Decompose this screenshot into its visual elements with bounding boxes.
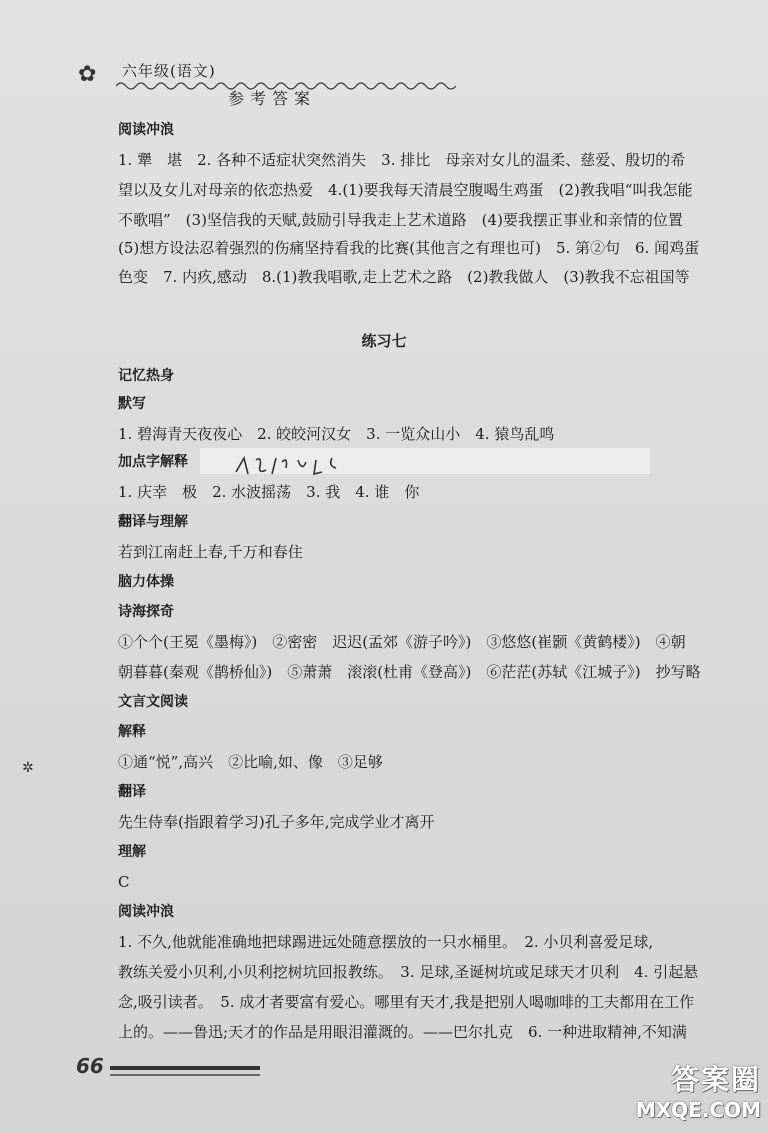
sub-heading: 理解 xyxy=(118,844,146,860)
flower-ornament-icon: ✿ xyxy=(78,62,97,87)
answer-line: 1. 犟 堪 2. 各种不适症状突然消失 3. 排比 母亲对女儿的温柔、慈爱、殷切的希 xyxy=(118,151,686,169)
sub-heading: 文言文阅读 xyxy=(118,694,188,710)
answer-line: C xyxy=(118,873,130,891)
bug-mark-icon: ✲ xyxy=(22,760,34,776)
answer-line: 教练关爱小贝利,小贝利挖树坑回报教练。 3. 足球,圣诞树坑或足球天才贝利 4. 引起悬 xyxy=(118,963,699,981)
answer-line: 先生侍奉(指跟着学习)孔子多年,完成学业才离开 xyxy=(118,813,435,831)
footer-rule xyxy=(110,1066,260,1070)
answers-subtitle: 参考答案 xyxy=(228,89,317,108)
grade-label: 六年级(语文) xyxy=(122,62,216,80)
watermark-logo xyxy=(635,1058,765,1130)
section-heading: 阅读冲浪 xyxy=(118,122,174,138)
section-heading: 记忆热身 xyxy=(118,368,174,384)
answer-line: 1. 庆幸 极 2. 水波摇荡 3. 我 4. 谁 你 xyxy=(118,483,420,501)
page-footer xyxy=(70,1052,270,1082)
answer-line: ①通“悦”,高兴 ②比喻,如、像 ③足够 xyxy=(118,753,383,771)
watermark-text: 答案圈 xyxy=(670,1063,761,1096)
sub-heading: 默写 xyxy=(118,396,146,412)
watermark-url: MXQE.COM xyxy=(635,1098,761,1122)
page-number: 66 xyxy=(76,1054,104,1078)
answer-line: ①个个(王冕《墨梅》) ②密密 迟迟(孟郊《游子吟》) ③悠悠(崔颢《黄鹤楼》) ④朝 xyxy=(118,633,686,651)
sub-heading: 加点字解释 xyxy=(118,454,188,470)
answer-line: 望以及女儿对母亲的依恋热爱 4.(1)要我每天清晨空腹喝生鸡蛋 (2)教我唱“叫我怎能 xyxy=(118,181,693,199)
answer-line: 若到江南赶上春,千万和春住 xyxy=(118,543,303,561)
sub-heading: 诗海探奇 xyxy=(118,604,174,620)
sub-heading: 翻译 xyxy=(118,784,146,800)
answer-line: 1. 不久,他就能准确地把球踢进远处随意摆放的一只水桶里。 2. 小贝利喜爱足球, xyxy=(118,933,654,951)
answer-line: (5)想方设法忍着强烈的伤痛坚持看我的比赛(其他言之有理也可) 5. 第②句 6. 闻鸡蛋 xyxy=(118,239,700,257)
answer-line: 1. 碧海青天夜夜心 2. 皎皎河汉女 3. 一览众山小 4. 猿鸟乱鸣 xyxy=(118,425,555,443)
sub-heading: 翻译与理解 xyxy=(118,514,188,530)
section-heading: 脑力体操 xyxy=(118,574,174,590)
footer-rule xyxy=(110,1074,260,1076)
exercise-title: 练习七 xyxy=(361,332,407,350)
answer-line: 上的。——鲁迅;天才的作品是用眼泪灌溉的。——巴尔扎克 6. 一种进取精神,不知满 xyxy=(118,1023,687,1041)
sub-heading: 解释 xyxy=(118,724,146,740)
handwriting-scribble xyxy=(232,452,352,478)
answer-line: 不歌唱” (3)坚信我的天赋,鼓励引导我走上艺术道路 (4)要我摆正事业和亲情的位置 xyxy=(118,211,683,229)
answer-line: 朝暮暮(秦观《鹊桥仙》) ⑤萧萧 滚滚(杜甫《登高》) ⑥茫茫(苏轼《江城子》) 抄写略 xyxy=(118,663,701,681)
answer-line: 色变 7. 内疚,感动 8.(1)教我唱歌,走上艺术之路 (2)教我做人 (3)教我不忘祖国等 xyxy=(118,268,690,286)
section-heading: 阅读冲浪 xyxy=(118,904,174,920)
answer-line: 念,吸引读者。 5. 成才者要富有爱心。哪里有天才,我是把别人喝咖啡的工夫都用在工作 xyxy=(118,993,695,1011)
page-header xyxy=(78,56,458,106)
